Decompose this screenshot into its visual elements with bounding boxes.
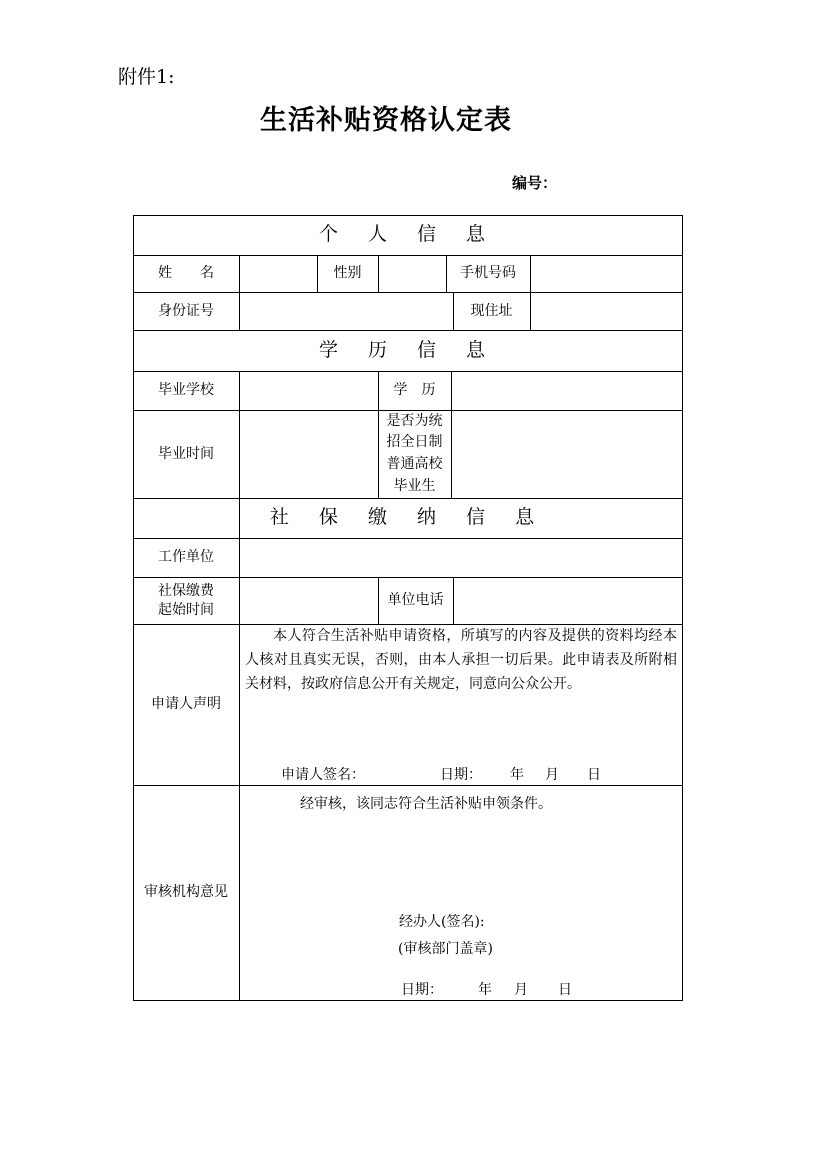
gender-field[interactable]	[378, 255, 446, 292]
rule	[133, 1000, 683, 1001]
degree-label: 学 历	[393, 382, 436, 399]
section-social-security-info: 社 保 缴 纳 信 息	[269, 506, 547, 529]
ss-start-line-2: 起始时间	[158, 601, 214, 618]
school-label: 毕业学校	[158, 382, 214, 399]
review-opinion-label: 审核机构意见	[144, 884, 228, 901]
applicant-date-label: 日期：	[440, 767, 482, 783]
review-date-day: 日	[558, 982, 572, 998]
unit-phone-field[interactable]	[453, 577, 682, 624]
ss-start-time-field[interactable]	[239, 577, 378, 624]
unit-phone-label: 单位电话	[387, 592, 444, 609]
review-conclusion: 经审核，该同志符合生活补贴申领条件。	[300, 796, 552, 812]
regular-graduate-line-3: 普通高校	[386, 456, 443, 472]
school-field[interactable]	[239, 371, 378, 410]
address-label: 现住址	[470, 302, 513, 319]
form-title: 生活补贴资格认定表	[260, 105, 512, 136]
regular-graduate-line-1: 是否为统	[386, 412, 443, 429]
phone-label: 手机号码	[460, 265, 516, 282]
review-date-month: 月	[514, 982, 528, 998]
degree-field[interactable]	[451, 371, 682, 410]
name-field[interactable]	[239, 255, 317, 292]
phone-field[interactable]	[530, 255, 682, 292]
regular-graduate-field[interactable]	[451, 410, 682, 498]
declaration-text: 本人符合生活补贴申请资格，所填写的内容及提供的资料均经本人核对且真实无误，否则，由本人承担一切后果。此申请表及所附相关材料，按政府信息公开有关规定，同意向公众公开。	[245, 628, 677, 692]
serial-number-label: 编号：	[512, 174, 558, 192]
gender-label: 性别	[333, 265, 362, 282]
employer-label: 工作单位	[158, 549, 214, 566]
address-field[interactable]	[530, 292, 682, 330]
applicant-date-day: 日	[587, 767, 601, 783]
graduation-time-label: 毕业时间	[158, 445, 214, 462]
section-education-info: 学 历 信 息	[318, 338, 498, 361]
attachment-label: 附件1:	[118, 66, 175, 88]
applicant-statement-label: 申请人声明	[151, 696, 221, 713]
employer-field[interactable]	[239, 538, 682, 577]
review-seal-label: (审核部门盖章)	[398, 941, 493, 957]
id-number-label: 身份证号	[158, 302, 214, 319]
regular-graduate-line-2: 招全日制	[386, 434, 443, 451]
applicant-date-year: 年	[510, 767, 524, 783]
regular-graduate-label	[378, 410, 451, 498]
section-personal-info: 个 人 信 息	[318, 223, 498, 246]
graduation-time-field[interactable]	[239, 410, 378, 498]
regular-graduate-line-4: 毕业生	[393, 477, 436, 494]
ss-start-line-1: 社保缴费	[158, 582, 214, 599]
id-number-field[interactable]	[239, 292, 453, 330]
review-date-year: 年	[478, 982, 492, 998]
review-date-label: 日期：	[401, 982, 443, 998]
qualification-form	[133, 215, 683, 1001]
ss-start-time-label	[133, 577, 239, 624]
applicant-date-month: 月	[545, 767, 559, 783]
handler-signature-label: 经办人(签名):	[399, 914, 485, 930]
applicant-signature-label: 申请人签名：	[281, 767, 365, 783]
name-label: 姓 名	[158, 265, 214, 282]
